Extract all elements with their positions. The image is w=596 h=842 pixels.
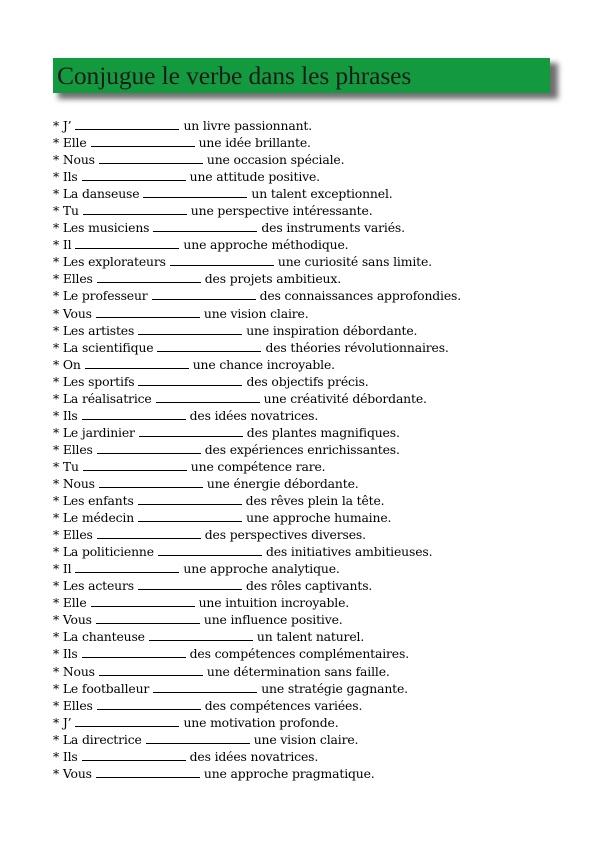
exercise-sentence xyxy=(53,458,461,475)
sentence-subject: Vous xyxy=(62,305,92,321)
sentence-complement: des théories révolutionnaires. xyxy=(265,339,449,355)
answer-blank[interactable] xyxy=(82,648,186,658)
bullet-asterisk: * xyxy=(53,288,60,304)
answer-blank[interactable] xyxy=(138,325,242,335)
answer-blank[interactable] xyxy=(75,120,179,130)
sentence-subject: Le jardinier xyxy=(62,424,135,440)
exercise-sentence xyxy=(53,202,461,219)
answer-blank[interactable] xyxy=(83,461,187,471)
sentence-subject: Il xyxy=(62,561,72,577)
exercise-sentence xyxy=(53,117,461,134)
sentence-complement: des perspectives diverses. xyxy=(204,527,366,543)
sentence-complement: des initiatives ambitieuses. xyxy=(265,544,433,560)
sentence-complement: une vision claire. xyxy=(203,305,309,321)
exercise-sentence xyxy=(53,560,461,577)
sentence-complement: des idées novatrices. xyxy=(189,407,319,423)
sentence-complement: une curiosité sans limite. xyxy=(277,254,432,270)
exercise-sentence xyxy=(53,492,461,509)
bullet-asterisk: * xyxy=(53,152,60,168)
sentence-subject: Elle xyxy=(62,595,87,611)
sentence-subject: On xyxy=(62,356,81,372)
sentence-subject: Les musiciens xyxy=(62,220,150,236)
bullet-asterisk: * xyxy=(53,697,60,713)
answer-blank[interactable] xyxy=(99,154,203,164)
answer-blank[interactable] xyxy=(138,512,242,522)
exercise-sentence xyxy=(53,594,461,611)
answer-blank[interactable] xyxy=(97,700,201,710)
answer-blank[interactable] xyxy=(91,597,195,607)
sentence-complement: une influence positive. xyxy=(203,612,343,628)
sentence-complement: des rôles captivants. xyxy=(245,578,373,594)
exercise-sentence xyxy=(53,407,461,424)
bullet-asterisk: * xyxy=(53,254,60,270)
sentence-complement: une approche pragmatique. xyxy=(203,765,375,781)
exercise-sentence xyxy=(53,475,461,492)
answer-blank[interactable] xyxy=(138,580,242,590)
exercise-sentence xyxy=(53,526,461,543)
bullet-asterisk: * xyxy=(53,595,60,611)
answer-blank[interactable] xyxy=(99,666,203,676)
sentence-complement: une approche humaine. xyxy=(246,510,392,526)
answer-blank[interactable] xyxy=(96,308,200,318)
page-title: Conjugue le verbe dans les phrases xyxy=(57,61,412,90)
answer-blank[interactable] xyxy=(85,359,189,369)
sentence-subject: Tu xyxy=(62,458,79,474)
sentence-complement: des projets ambitieux. xyxy=(204,271,342,287)
exercise-sentence xyxy=(53,424,461,441)
sentence-subject: J’ xyxy=(62,714,72,730)
exercise-sentence xyxy=(53,680,461,697)
sentence-subject: Elle xyxy=(62,135,87,151)
sentence-complement: une compétence rare. xyxy=(190,458,326,474)
answer-blank[interactable] xyxy=(97,273,201,283)
exercise-sentence xyxy=(53,577,461,594)
answer-blank[interactable] xyxy=(96,614,200,624)
bullet-asterisk: * xyxy=(53,339,60,355)
answer-blank[interactable] xyxy=(97,529,201,539)
bullet-asterisk: * xyxy=(53,186,60,202)
sentence-complement: une motivation profonde. xyxy=(183,714,339,730)
sentence-complement: une créativité débordante. xyxy=(263,390,427,406)
sentence-complement: une inspiration débordante. xyxy=(246,322,418,338)
sentence-complement: une occasion spéciale. xyxy=(206,152,345,168)
exercise-sentence xyxy=(53,645,461,662)
answer-blank[interactable] xyxy=(75,717,179,727)
sentence-subject: Les artistes xyxy=(62,322,135,338)
sentence-complement: une vision claire. xyxy=(253,731,359,747)
sentence-subject: Ils xyxy=(62,407,78,423)
sentence-subject: Nous xyxy=(62,663,95,679)
sentence-complement: des plantes magnifiques. xyxy=(246,424,400,440)
bullet-asterisk: * xyxy=(53,373,60,389)
exercise-sentence xyxy=(53,219,461,236)
sentence-subject: Elles xyxy=(62,271,93,287)
bullet-asterisk: * xyxy=(53,305,60,321)
answer-blank[interactable] xyxy=(149,631,253,641)
sentence-subject: Ils xyxy=(62,646,78,662)
bullet-asterisk: * xyxy=(53,322,60,338)
sentence-complement: des objectifs précis. xyxy=(246,373,369,389)
exercise-sentence xyxy=(53,748,461,765)
exercise-sentence xyxy=(53,185,461,202)
answer-blank[interactable] xyxy=(153,222,257,232)
bullet-asterisk: * xyxy=(53,271,60,287)
exercise-sentence xyxy=(53,151,461,168)
sentence-subject: La politicienne xyxy=(62,544,154,560)
sentence-complement: un livre passionnant. xyxy=(183,118,313,133)
bullet-asterisk: * xyxy=(53,544,60,560)
bullet-asterisk: * xyxy=(53,714,60,730)
answer-blank[interactable] xyxy=(82,751,186,761)
bullet-asterisk: * xyxy=(53,663,60,679)
exercise-sentence xyxy=(53,373,461,390)
bullet-asterisk: * xyxy=(53,731,60,747)
exercise-sentence xyxy=(53,305,461,322)
bullet-asterisk: * xyxy=(53,578,60,594)
exercise-list xyxy=(53,117,461,782)
exercise-sentence xyxy=(53,287,461,304)
exercise-sentence xyxy=(53,390,461,407)
exercise-sentence xyxy=(53,714,461,731)
bullet-asterisk: * xyxy=(53,390,60,406)
sentence-complement: des connaissances approfondies. xyxy=(259,288,462,304)
sentence-subject: Elles xyxy=(62,697,93,713)
sentence-complement: une détermination sans faille. xyxy=(206,663,390,679)
answer-blank[interactable] xyxy=(153,683,257,693)
answer-blank[interactable] xyxy=(156,393,260,403)
answer-blank[interactable] xyxy=(96,768,200,778)
sentence-subject: Il xyxy=(62,237,72,253)
sentence-complement: des idées novatrices. xyxy=(189,748,319,764)
sentence-subject: J’ xyxy=(62,118,72,133)
answer-blank[interactable] xyxy=(82,410,186,420)
answer-blank[interactable] xyxy=(75,563,179,573)
sentence-subject: Les acteurs xyxy=(62,578,134,594)
answer-blank[interactable] xyxy=(158,546,262,556)
bullet-asterisk: * xyxy=(53,765,60,781)
sentence-subject: Ils xyxy=(62,169,78,185)
bullet-asterisk: * xyxy=(53,493,60,509)
bullet-asterisk: * xyxy=(53,748,60,764)
exercise-sentence xyxy=(53,765,461,782)
sentence-complement: des instruments variés. xyxy=(261,220,405,236)
sentence-subject: La scientifique xyxy=(62,339,154,355)
sentence-complement: une attitude positive. xyxy=(189,169,320,185)
answer-blank[interactable] xyxy=(75,239,179,249)
exercise-sentence xyxy=(53,611,461,628)
answer-blank[interactable] xyxy=(146,734,250,744)
exercise-sentence xyxy=(53,270,461,287)
sentence-subject: Les explorateurs xyxy=(62,254,166,270)
sentence-subject: La directrice xyxy=(62,731,142,747)
answer-blank[interactable] xyxy=(139,427,243,437)
sentence-subject: Vous xyxy=(62,612,92,628)
exercise-sentence xyxy=(53,168,461,185)
sentence-complement: des expériences enrichissantes. xyxy=(204,441,400,457)
bullet-asterisk: * xyxy=(53,680,60,696)
sentence-subject: Le footballeur xyxy=(62,680,150,696)
sentence-complement: une perspective intéressante. xyxy=(190,203,373,219)
exercise-sentence xyxy=(53,441,461,458)
bullet-asterisk: * xyxy=(53,356,60,372)
bullet-asterisk: * xyxy=(53,458,60,474)
exercise-sentence xyxy=(53,697,461,714)
sentence-complement: une approche analytique. xyxy=(183,561,340,577)
answer-blank[interactable] xyxy=(170,256,274,266)
bullet-asterisk: * xyxy=(53,475,60,491)
sentence-complement: un talent naturel. xyxy=(256,629,365,645)
sentence-subject: Ils xyxy=(62,748,78,764)
sentence-complement: un talent exceptionnel. xyxy=(251,186,393,202)
sentence-complement: une stratégie gagnante. xyxy=(261,680,408,696)
answer-blank[interactable] xyxy=(91,137,195,147)
answer-blank[interactable] xyxy=(99,478,203,488)
answer-blank[interactable] xyxy=(143,188,247,198)
bullet-asterisk: * xyxy=(53,169,60,185)
bullet-asterisk: * xyxy=(53,612,60,628)
sentence-subject: Les sportifs xyxy=(62,373,135,389)
bullet-asterisk: * xyxy=(53,561,60,577)
sentence-complement: une chance incroyable. xyxy=(192,356,335,372)
sentence-complement: une approche méthodique. xyxy=(183,237,349,253)
bullet-asterisk: * xyxy=(53,220,60,236)
exercise-sentence xyxy=(53,663,461,680)
sentence-complement: des compétences complémentaires. xyxy=(189,646,409,662)
exercise-sentence xyxy=(53,356,461,373)
answer-blank[interactable] xyxy=(152,290,256,300)
bullet-asterisk: * xyxy=(53,203,60,219)
answer-blank[interactable] xyxy=(83,205,187,215)
sentence-complement: des rêves plein la tête. xyxy=(245,493,385,509)
bullet-asterisk: * xyxy=(53,407,60,423)
bullet-asterisk: * xyxy=(53,237,60,253)
exercise-sentence xyxy=(53,628,461,645)
sentence-complement: des compétences variées. xyxy=(204,697,363,713)
sentence-subject: La chanteuse xyxy=(62,629,145,645)
bullet-asterisk: * xyxy=(53,135,60,151)
sentence-subject: Tu xyxy=(62,203,79,219)
sentence-subject: La danseuse xyxy=(62,186,140,202)
sentence-subject: Vous xyxy=(62,765,92,781)
exercise-sentence xyxy=(53,543,461,560)
sentence-subject: Nous xyxy=(62,475,95,491)
exercise-sentence xyxy=(53,322,461,339)
sentence-subject: Le médecin xyxy=(62,510,135,526)
sentence-subject: Le professeur xyxy=(62,288,148,304)
sentence-subject: Elles xyxy=(62,527,93,543)
sentence-subject: La réalisatrice xyxy=(62,390,152,406)
answer-blank[interactable] xyxy=(157,342,261,352)
exercise-sentence xyxy=(53,731,461,748)
answer-blank[interactable] xyxy=(138,495,242,505)
bullet-asterisk: * xyxy=(53,441,60,457)
bullet-asterisk: * xyxy=(53,424,60,440)
sentence-complement: une intuition incroyable. xyxy=(198,595,350,611)
bullet-asterisk: * xyxy=(53,646,60,662)
exercise-sentence xyxy=(53,253,461,270)
sentence-subject: Nous xyxy=(62,152,95,168)
bullet-asterisk: * xyxy=(53,527,60,543)
sentence-complement: une idée brillante. xyxy=(198,135,311,151)
exercise-sentence xyxy=(53,509,461,526)
title-banner xyxy=(53,58,550,93)
answer-blank[interactable] xyxy=(138,376,242,386)
exercise-sentence xyxy=(53,339,461,356)
sentence-subject: Elles xyxy=(62,441,93,457)
sentence-complement: une énergie débordante. xyxy=(206,475,359,491)
exercise-sentence xyxy=(53,236,461,253)
bullet-asterisk: * xyxy=(53,629,60,645)
answer-blank[interactable] xyxy=(82,171,186,181)
sentence-subject: Les enfants xyxy=(62,493,134,509)
exercise-sentence xyxy=(53,134,461,151)
bullet-asterisk: * xyxy=(53,510,60,526)
answer-blank[interactable] xyxy=(97,444,201,454)
bullet-asterisk: * xyxy=(53,118,60,133)
